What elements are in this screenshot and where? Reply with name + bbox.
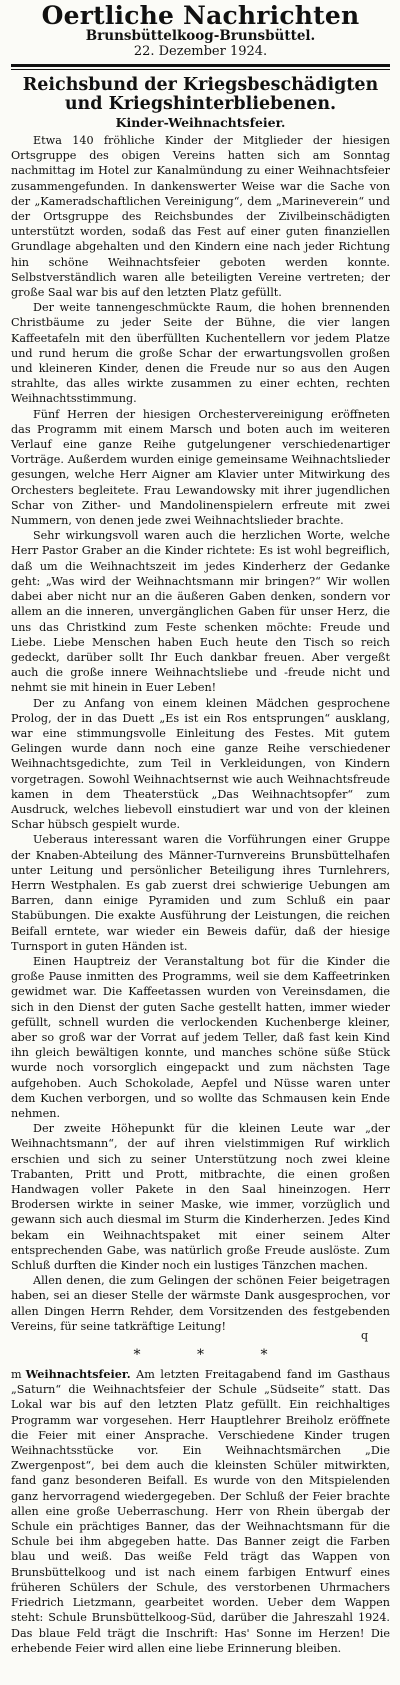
article-reichsbund bbox=[11, 76, 390, 1341]
paragraph: Allen denen, die zum Gelingen der schönen Feier beigetragen haben, sei an dieser Stelle der wärmste Dank ausgesprochen, vor allen Dingen Herrn Rehder, dem Vorsitzenden des festgebenden Vereins, für seine tatkräftige Leitung! bbox=[11, 1274, 390, 1333]
article-weihnachtsfeier bbox=[11, 1367, 390, 1656]
article-text: Am letzten Freitagabend fand im Gasthaus „Saturn“ die Weihnachtsfeier der Schule „Südseite“ statt. Das Lokal war bis auf den letzten Platz gefüllt. Ein reichhaltiges Programm war vorgesehen. Herr Hauptlehrer Breiholz eröffnete die Feier mit einer Ansprache. Verschiedene Kinder trugen Weihnachtsstücke vor. Ein Weihnachtsmärchen „Die Zwergenpost“, bei dem auch die kleinsten Schüler mitwirkten, fand ganz besonderen Beifall. Es wurde von den Mitspielenden ganz hervorragend wiedergegeben. Der Schluß der Feier brachte allen eine große Ueberraschung. Herr von Rhein übergab der Schule ein prächtiges Banner, das der Weihnachtsmann für die Schule bei ihm abgegeben hatte. Das Banner zeigt die Farben blau und weiß. Das weiße Feld trägt das Wappen von Brunsbüttelkoog und ist nach einem farbigen Entwurf eines früheren Schülers der Schule, des verstorbenen Uhrmachers Friedrich Lietzmann, gearbeitet worden. Ueber dem Wappen steht: Schule Brunsbüttelkoog-Süd, darüber die Jahreszahl 1924. Das blaue Feld trägt die Inschrift: Has' Sonne im Herzen! Die erhebende Feier wird allen eine liebe Erinnerung bleiben. bbox=[11, 1368, 390, 1655]
section-subtitle: Brunsbüttelkoog-Brunsbüttel. bbox=[85, 28, 316, 44]
paragraph: Fünf Herren der hiesigen Orchestervereinigung eröffneten das Programm mit einem Marsch und boten auch im weiteren Verlauf eine ganze Reihe gutgelungener verschiedenartiger Vorträge. Außerdem wurden einige gemeinsame Weihnachtslieder gesungen, welche Herr Aigner am Klavier unter Mitwirkung des Orchesters begleitete. Frau Lewandowsky mit ihrer jugendlichen Schar von Zither- und Mandolinenspielern erfreute mit zwei Nummern, von denen jede zwei Weihnachtslieder brachte. bbox=[11, 407, 390, 528]
paragraph: Sehr wirkungsvoll waren auch die herzlichen Worte, welche Herr Pastor Graber an die Kinder richtete: Es ist wohl begreiflich, daß um die Weihnachtszeit im jedes Kinderherz der Gedanke geht: „Was wird der Weihnachtsmann mir bringen?“ Wir wollen dabei aber nicht nur an die äußeren Gaben denken, sondern vor allem an die inneren, unvergänglichen Gaben für unser Herz, die uns das Christkind zum Feste schenken möchte: Freude und Liebe. Liebe Menschen haben Euch heute den Tisch so reich gedeckt, darüber sollt Ihr Euch dankbar freuen. Aber vergeßt auch die große innere Weihnachtsliebe und -freude nicht und nehmt sie mit hinein in Euer Leben! bbox=[11, 529, 390, 695]
paragraph: Etwa 140 fröhliche Kinder der Mitglieder der hiesigen Ortsgruppe des obigen Vereins hatten sich am Sonntag nachmittag im Hotel zur Kanalmündung zu einer Weihnachtsfeier zusammengefunden. In dankenswerter Weise war die Sache von der „Kameradschaftlichen Vereinigung“, dem „Marineverein“ und der Ortsgruppe des Reichsbundes der Zivilbeinschädigten unterstützt worden, sodaß das Fest auf einer guten finanziellen Grundlage abgehalten und den Kindern eine nach jeder Richtung hin schöne Weihnachtsfeier geboten werden konnte. Selbstverständlich waren alle beteiligten Vereine vertreten; der große Saal war bis auf den letzten Platz gefüllt. bbox=[11, 134, 390, 300]
article-headline: Reichsbund der Kriegsbeschädigten und Kriegshinterbliebenen. bbox=[22, 75, 379, 114]
lead-marker: m bbox=[11, 1368, 22, 1382]
masthead bbox=[11, 3, 390, 60]
paragraph: Der weite tannengeschmückte Raum, die hohen brennenden Christbäume zu jeder Seite der Bühne, die vier langen Kaffeetafeln mit den überfüllten Kuchentellern vor jedem Platze und rund herum die große Schar der erwartungsvollen großen und kleineren Kinder, denen die Freude nur so aus den Augen strahlte, das alles wirkte zusammen zu einer echten, rechten Weihnachtsstimmung. bbox=[11, 301, 390, 406]
divider-rule bbox=[11, 64, 390, 67]
paragraph: Einen Hauptreiz der Veranstaltung bot für die Kinder die große Pause inmitten des Programms, weil sie dem Kaffeetrinken gewidmet war. Die Kaffeetassen wurden von Vereinsdamen, die sich in den Dienst der guten Sache gestellt hatten, immer wieder gefüllt, schnell wurden die verlockenden Kuchenberge kleiner, aber so groß war der Vorrat auf jedem Teller, daß fast kein Kind ihn gleich bewältigen konnte, und manches schöne süße Stück wurde noch vorsorglich eingepackt und zum nächsten Tage aufgehoben. Auch Schokolade, Aepfel und Nüsse waren unter dem Kuchen verborgen, und so wollte das Schmausen kein Ende nehmen. bbox=[11, 954, 390, 1120]
paragraph: Ueberaus interessant waren die Vorführungen einer Gruppe der Knaben-Abteilung des Männer-Turnvereins Brunsbüttelhafen unter Leitung und persönlicher Beteiligung ihres Turnlehrers, Herrn Westphalen. Es gab zuerst drei schwierige Uebungen am Barren, dann einige Pyramiden und zum Schluß ein paar Stabübungen. Die exakte Ausführung der Leistungen, die reichen Beifall erntete, war wieder ein Beweis dafür, daß der hiesige Turnsport in guten Händen ist. bbox=[11, 833, 390, 953]
issue-date: 22. Dezember 1924. bbox=[133, 44, 268, 59]
article-body bbox=[11, 1367, 390, 1656]
paragraph: Der zu Anfang von einem kleinen Mädchen gesprochene Prolog, der in das Duett „Es ist ein Ros entsprungen“ ausklang, war eine stimmungsvolle Einleitung des Festes. Mit gutem Gelingen wurde dann noch eine ganze Reihe verschiedener Weihnachtsgedichte, zum Teil in Verkleidungen, von Kindern vorgetragen. Sowohl Weihnachtsernst wie auch Weihnachtsfreude kamen in dem Theaterstück „Das Weihnachtsopfer“ zum Ausdruck, welches liebevoll einstudiert war und von der kleinen Schar hübsch gespielt wurde. bbox=[11, 696, 390, 832]
article-body bbox=[11, 133, 390, 1334]
section-title: Oertliche Nachrichten bbox=[41, 1, 360, 30]
article-lead-title: Weihnachtsfeier. bbox=[25, 1367, 131, 1382]
divider-rule-thin bbox=[11, 69, 390, 70]
paragraph: Der zweite Höhepunkt für die kleinen Leute war „der Weihnachtsmann“, der auf ihren vielstimmigen Ruf wirklich erschien und sich zu seiner Unterstützung noch zwei kleine Trabanten, Pritt und Prott, mitbrachte, die einen großen Handwagen voller Pakete in den Saal hineinzogen. Herr Brodersen wirkte in seiner Maske, wie immer, vorzüglich und gewann sich auch diesmal im Sturm die Kinderherzen. Jedes Kind bekam ein Weihnachtspaket mit einer seinem Alter entsprechenden Gabe, was natürlich große Freude auslöste. Zum Schluß durften die Kinder noch ein lustiges Tänzchen machen. bbox=[11, 1122, 390, 1273]
author-mark: q bbox=[360, 1329, 368, 1343]
section-separator: * * * bbox=[133, 1347, 294, 1364]
article-subheadline: Kinder-Weihnachtsfeier. bbox=[115, 115, 286, 130]
